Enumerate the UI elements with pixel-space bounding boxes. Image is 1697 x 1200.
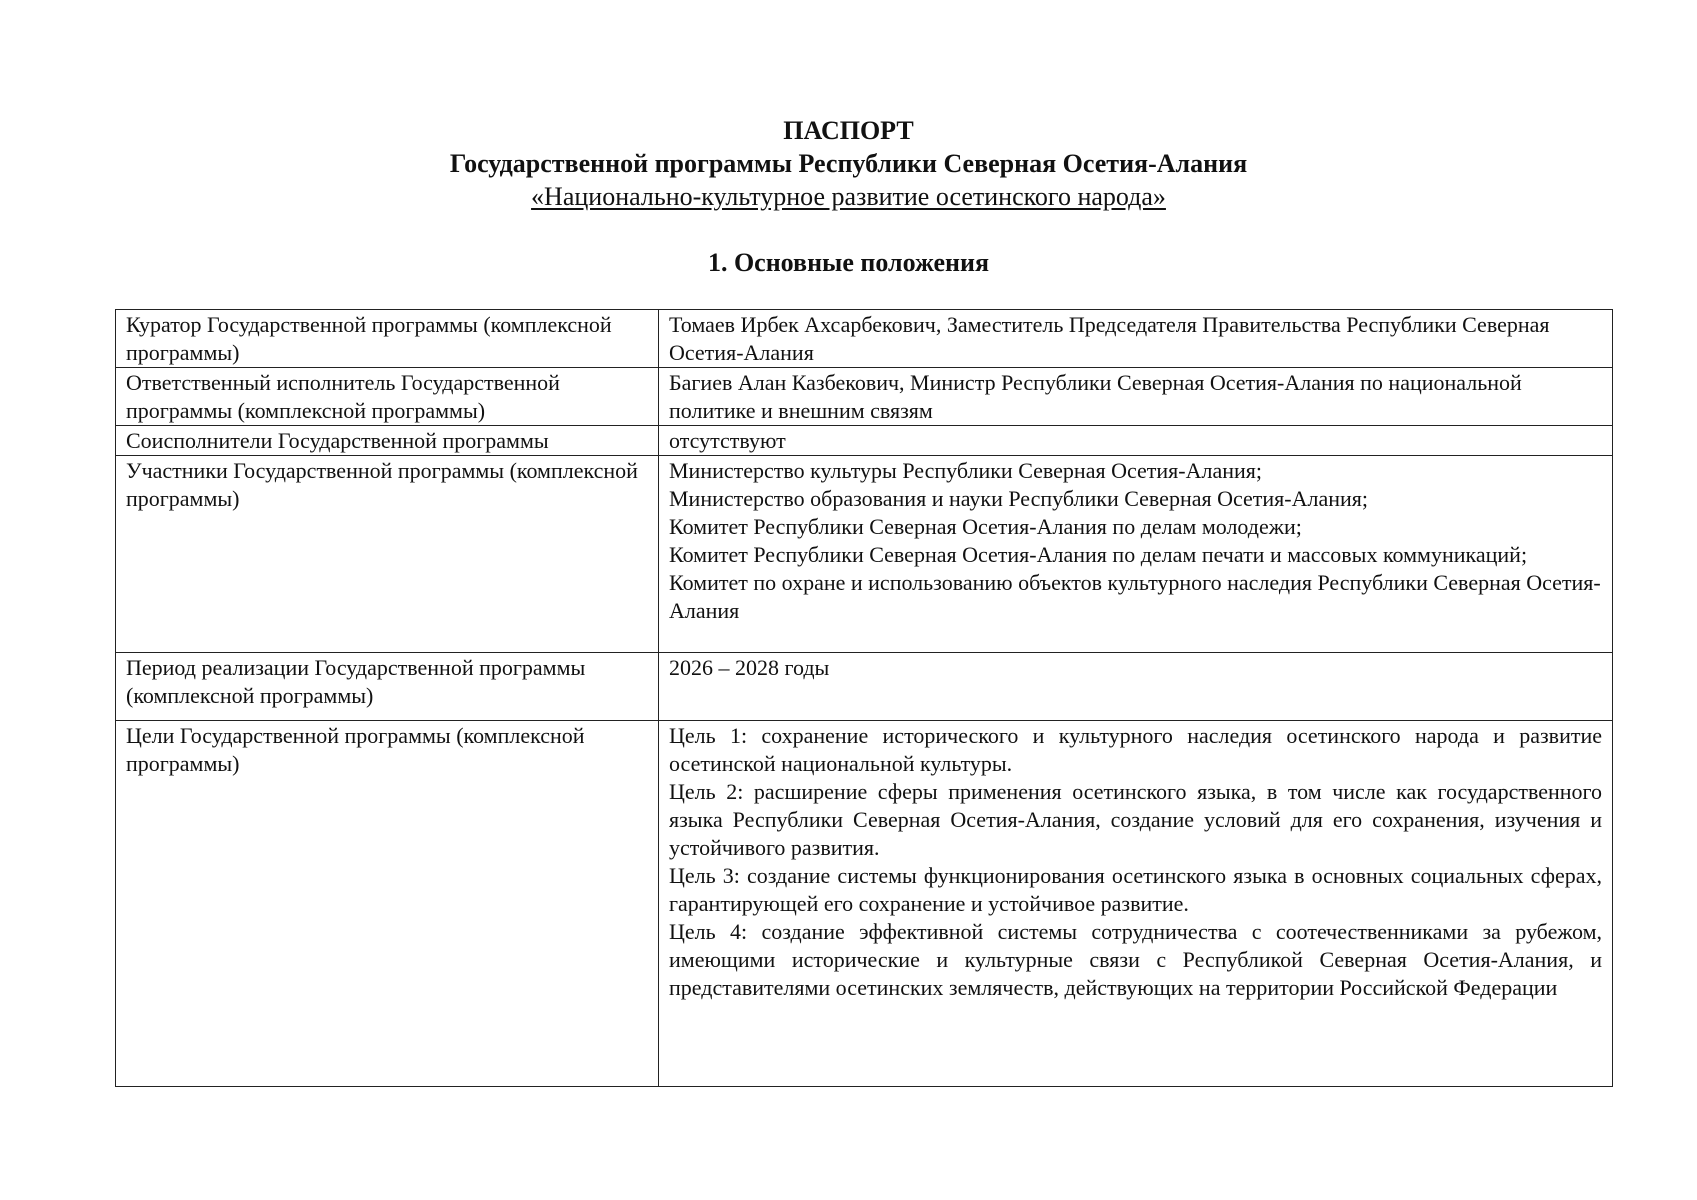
table-row	[116, 456, 1613, 653]
row-label: Куратор Государственной программы (комплексной программы)	[116, 310, 659, 368]
value-text: Томаев Ирбек Ахсарбекович, Заместитель Председателя Правительства Республики Северная Осетия-Алания	[669, 312, 1550, 365]
section-title: 1. Основные положения	[707, 248, 990, 277]
passport-table	[115, 309, 1613, 1087]
goal-text: Цель 2: расширение сферы применения осетинского языка, в том числе как государственного языка Республики Северная Осетия-Алания, создание условий для его сохранения, изучения и устойчивого развития.	[669, 779, 1602, 860]
row-value	[659, 456, 1613, 653]
row-value	[659, 721, 1613, 1087]
table-row	[116, 426, 1613, 456]
row-value	[659, 310, 1613, 368]
goal-text: Цель 1: сохранение исторического и культурного наследия осетинского народа и развитие осетинской национальной культуры.	[669, 723, 1602, 776]
row-value	[659, 653, 1613, 721]
table-row	[116, 721, 1613, 1087]
program-name: Государственной программы Республики Северная Осетия-Алания	[449, 149, 1248, 178]
row-label: Соисполнители Государственной программы	[116, 426, 659, 456]
row-value	[659, 426, 1613, 456]
value-text: Комитет по охране и использованию объектов культурного наследия Республики Северная Осетия-Алания	[669, 570, 1601, 623]
goal-text: Цель 4: создание эффективной системы сотрудничества с соотечественниками за рубежом, имеющими исторические и культурные связи с Республикой Северная Осетия-Алания, и представителями осетинских землячеств, действующих на территории Российской Федерации	[669, 919, 1602, 1000]
row-label: Ответственный исполнитель Государственной программы (комплексной программы)	[116, 368, 659, 426]
table-row	[116, 653, 1613, 721]
value-text: Комитет Республики Северная Осетия-Алания по делам молодежи;	[669, 514, 1302, 539]
row-value	[659, 368, 1613, 426]
value-text: Министерство культуры Республики Северная Осетия-Алания;	[669, 458, 1263, 483]
value-text: Комитет Республики Северная Осетия-Алания по делам печати и массовых коммуникаций;	[669, 542, 1528, 567]
value-text: Министерство образования и науки Республики Северная Осетия-Алания;	[669, 486, 1369, 511]
table-row	[116, 310, 1613, 368]
row-label: Цели Государственной программы (комплексной программы)	[116, 721, 659, 1087]
goal-text: Цель 3: создание системы функционирования осетинского языка в основных социальных сферах, гарантирующей его сохранение и устойчивое развитие.	[669, 863, 1602, 916]
table-row	[116, 368, 1613, 426]
value-text: отсутствуют	[669, 428, 786, 453]
row-label: Период реализации Государственной программы (комплексной программы)	[116, 653, 659, 721]
row-label: Участники Государственной программы (комплексной программы)	[116, 456, 659, 653]
program-subtitle: «Национально-культурное развитие осетинского народа»	[531, 182, 1166, 211]
document-header	[0, 114, 1697, 213]
document-title: ПАСПОРТ	[783, 116, 914, 145]
value-text: Багиев Алан Казбекович, Министр Республики Северная Осетия-Алания по национальной политике и внешним связям	[669, 370, 1522, 423]
value-text: 2026 – 2028 годы	[669, 655, 830, 680]
